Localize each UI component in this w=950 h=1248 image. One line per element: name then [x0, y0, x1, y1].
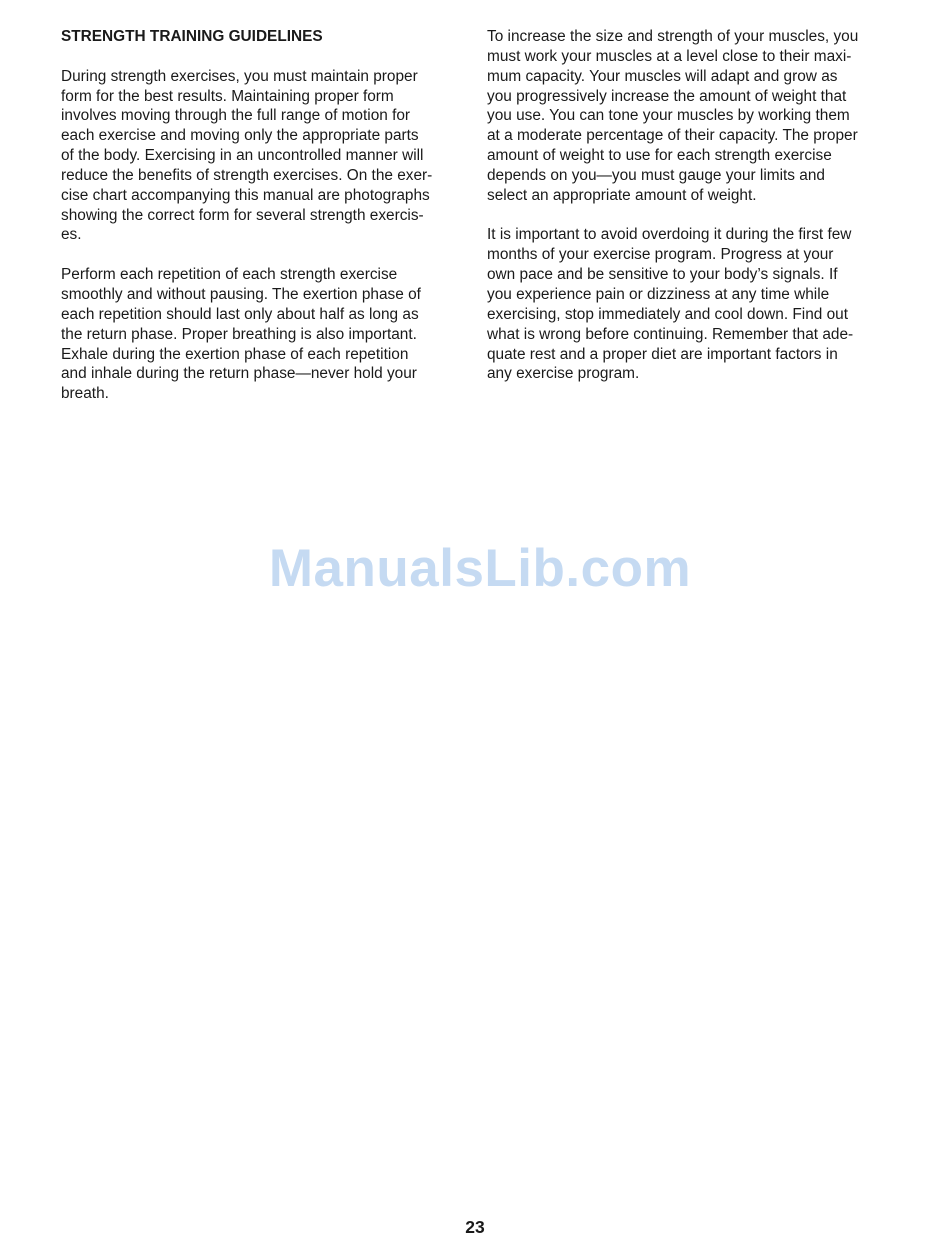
- text-line: During strength exercises, you must maintain proper: [61, 67, 418, 85]
- text-line: mum capacity. Your muscles will adapt and grow as: [487, 67, 838, 85]
- right-paragraph-2: [487, 225, 892, 384]
- text-line: at a moderate percentage of their capacity. The proper: [487, 127, 858, 145]
- text-line: any exercise program.: [487, 365, 640, 383]
- text-line: smoothly and without pausing. The exertion phase of: [61, 285, 421, 303]
- text-line: must work your muscles at a level close to their maxi-: [487, 47, 852, 65]
- text-line: each exercise and moving only the appropriate parts: [61, 127, 419, 145]
- section-heading: STRENGTH TRAINING GUIDELINES: [61, 28, 323, 45]
- text-line: exercising, stop immediately and cool down. Find out: [487, 305, 849, 323]
- text-line: you use. You can tone your muscles by working them: [487, 107, 850, 125]
- text-line: cise chart accompanying this manual are photographs: [61, 186, 430, 204]
- text-line: Perform each repetition of each strength exercise: [61, 266, 398, 284]
- text-line: breath.: [61, 385, 109, 403]
- right-paragraph-1: [487, 27, 892, 206]
- text-line: involves moving through the full range of motion for: [61, 107, 411, 125]
- right-column: [487, 27, 892, 404]
- text-line: what is wrong before continuing. Remember that ade-: [487, 325, 854, 343]
- text-line: select an appropriate amount of weight.: [487, 186, 757, 204]
- manualslib-watermark[interactable]: ManualsLib.com: [268, 539, 692, 598]
- text-line: Exhale during the exertion phase of each repetition: [61, 345, 409, 363]
- text-line: own pace and be sensitive to your body’s signals. If: [487, 266, 838, 284]
- text-line: you experience pain or dizziness at any time while: [487, 285, 830, 303]
- left-column: [61, 27, 466, 424]
- text-line: the return phase. Proper breathing is also important.: [61, 325, 417, 343]
- text-line: reduce the benefits of strength exercises. On the exer-: [61, 166, 433, 184]
- text-line: To increase the size and strength of your muscles, you: [487, 28, 859, 45]
- text-line: amount of weight to use for each strength exercise: [487, 147, 832, 165]
- text-line: months of your exercise program. Progress at your: [487, 246, 834, 264]
- text-line: depends on you—you must gauge your limits and: [487, 166, 825, 184]
- left-paragraph-2: [61, 265, 466, 404]
- text-line: of the body. Exercising in an uncontrolled manner will: [61, 147, 424, 165]
- text-line: showing the correct form for several strength exercis-: [61, 206, 424, 224]
- text-line: It is important to avoid overdoing it during the first few: [487, 226, 852, 244]
- text-line: form for the best results. Maintaining proper form: [61, 87, 394, 105]
- text-line: you progressively increase the amount of weight that: [487, 87, 847, 105]
- text-line: each repetition should last only about half as long as: [61, 305, 419, 323]
- text-line: es.: [61, 226, 82, 244]
- text-line: quate rest and a proper diet are important factors in: [487, 345, 838, 363]
- text-line: and inhale during the return phase—never hold your: [61, 365, 417, 383]
- left-paragraph-1: [61, 67, 466, 246]
- page-number: 23: [465, 1217, 485, 1237]
